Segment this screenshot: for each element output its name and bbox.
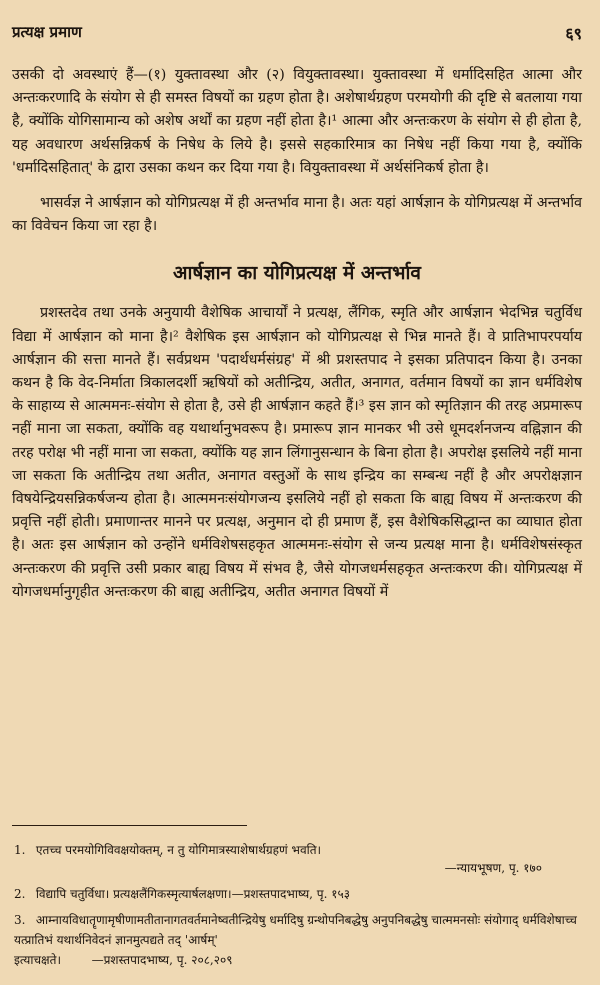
- body-text: [12, 64, 582, 604]
- paragraph-1: उसकी दो अवस्थाएं हैं—(१) युक्तावस्था और (२) वियुक्तावस्था। युक्तावस्था में धर्मादिसहित आत्मा और अन्तःकरणादि के संयोग से ही समस्त विषयों का ग्रहण होता है। अशेषार्थग्रहण परमयोगी की दृष्टि से बतलाया गया है, क्योंकि योगिसामान्य को अशेष अर्थों का ग्रहण नहीं होता है।¹ आत्मा और अन्तःकरण के संयोग से ही होता है, यह अवधारण अर्थसन्निकर्ष के निषेध के लिये है। इससे सहकारिमात्र का निषेध नहीं किया गया है, क्योंकि 'धर्मादिसहितात्' के द्वारा उसका कथन कर दिया गया है। वियुक्तावस्था में अर्थसंनिकर्ष होता है।: [12, 67, 582, 176]
- footnote-number: 2.: [14, 887, 26, 901]
- paragraph-2: भासर्वज्ञ ने आर्षज्ञान को योगिप्रत्यक्ष में ही अन्तर्भाव माना है। अतः यहां आर्षज्ञान के योगिप्रत्यक्ष में अन्तर्भाव का विवेचन किया जा रहा है।: [12, 195, 582, 235]
- section-heading: आर्षज्ञान का योगिप्रत्यक्ष में अन्तर्भाव: [173, 262, 421, 285]
- footnote-text: विद्यापि चतुर्विधा। प्रत्यक्षलैंगिकस्मृत्यार्षलक्षणा।—प्रशस्तपादभाष्य, पृ. १५३: [35, 887, 350, 901]
- footnote-divider: [12, 825, 247, 826]
- page-header: [12, 22, 582, 46]
- footnote-number: 3.: [14, 913, 26, 927]
- footnote-source: —प्रशस्तपादभाष्य, पृ. २०८,२०९: [91, 953, 233, 967]
- footnote-number: 1.: [14, 843, 26, 857]
- footnote-3: [14, 910, 582, 970]
- footnote-1: [14, 840, 582, 878]
- page-number: ६९: [565, 24, 582, 43]
- footnote-tail-text: इत्याचक्षते।: [14, 953, 62, 967]
- running-head: प्रत्यक्ष प्रमाण: [12, 23, 82, 41]
- footnote-2: [14, 884, 582, 904]
- footnote-text: आम्नायविधातॄणामृषीणामतीतानागतवर्तमानेष्वतीन्द्रियेषु धर्मादिषु ग्रन्थोपनिबद्धेषु अनुपनिबद्धेषु चात्ममनसोः संयोगाद् धर्मविशेषाच्च यत्प्रातिभं यथार्थनिवेदनं ज्ञानमुत्पद्यते तद् 'आर्षम्': [14, 913, 577, 947]
- paragraph-3: प्रशस्तदेव तथा उनके अनुयायी वैशेषिक आचार्यों ने प्रत्यक्ष, लैंगिक, स्मृति और आर्षज्ञान भेदभिन्न चतुर्विध विद्या में आर्षज्ञान को माना है।² वैशेषिक इस आर्षज्ञान को योगिप्रत्यक्ष से भिन्न मानते हैं। वे प्रातिभापरपर्याय आर्षज्ञान की सत्ता मानते हैं। सर्वप्रथम 'पदार्थधर्मसंग्रह' में श्री प्रशस्तपाद ने इसका प्रतिपादन किया है। उनका कथन है कि वेद-निर्माता त्रिकालदर्शी ऋषियों को अतीन्द्रिय, अतीत, अनागत, वर्तमान विषयों का ज्ञान धर्मविशेष के साहाय्य से आत्ममनः-संयोग से होता है, उसे ही आर्षज्ञान कहते हैं।³ इस ज्ञान को स्मृतिज्ञान की तरह अप्रमारूप नहीं माना जा सकता, क्योंकि वह यथार्थानुभवरूप है। प्रमारूप ज्ञान मानकर भी उसे धूमदर्शनजन्य वह्निज्ञान की तरह परोक्ष भी नहीं माना जा सकता, क्योंकि यह ज्ञान लिंगानुसन्धान के बिना होता है। अपरोक्ष इसलिये नहीं माना जा सकता कि अतीन्द्रिय तथा अतीत, अनागत वस्तुओं के साथ इन्द्रिय का सम्बन्ध नहीं है और अपरोक्षज्ञान विषयेन्द्रियसन्निकर्षजन्य होता है। आत्ममनःसंयोगजन्य इसलिये नहीं हो सकता कि बाह्य विषय में अन्तःकरण की प्रवृत्ति नहीं होती। प्रमाणान्तर मानने पर प्रत्यक्ष, अनुमान दो ही प्रमाण हैं, इस वैशेषिकसिद्धान्त का व्याघात होता है। अतः इस आर्षज्ञान को उन्होंने धर्मविशेषसहकृत आत्ममनः-संयोग से जन्य प्रत्यक्ष माना है। धर्मविशेषसंस्कृत अन्तःकरण की प्रवृत्ति उसी प्रकार बाह्य विषय में संभव है, जैसे योगजधर्मसहकृत अन्तःकरण की। योगिप्रत्यक्ष में योगजधर्मानुगृहीत अन्तःकरण की बाह्य अतीन्द्रिय, अतीत अनागत विषयों में: [12, 305, 582, 600]
- footnote-text: एतच्च परमयोगिविवक्षयोक्तम्, न तु योगिमात्रस्याशेषार्थग्रहणं भवति।: [35, 843, 322, 857]
- footnote-source: —न्यायभूषण, पृ. १७०: [444, 861, 542, 875]
- footnote-tail: [14, 950, 582, 970]
- footnotes: [14, 840, 582, 976]
